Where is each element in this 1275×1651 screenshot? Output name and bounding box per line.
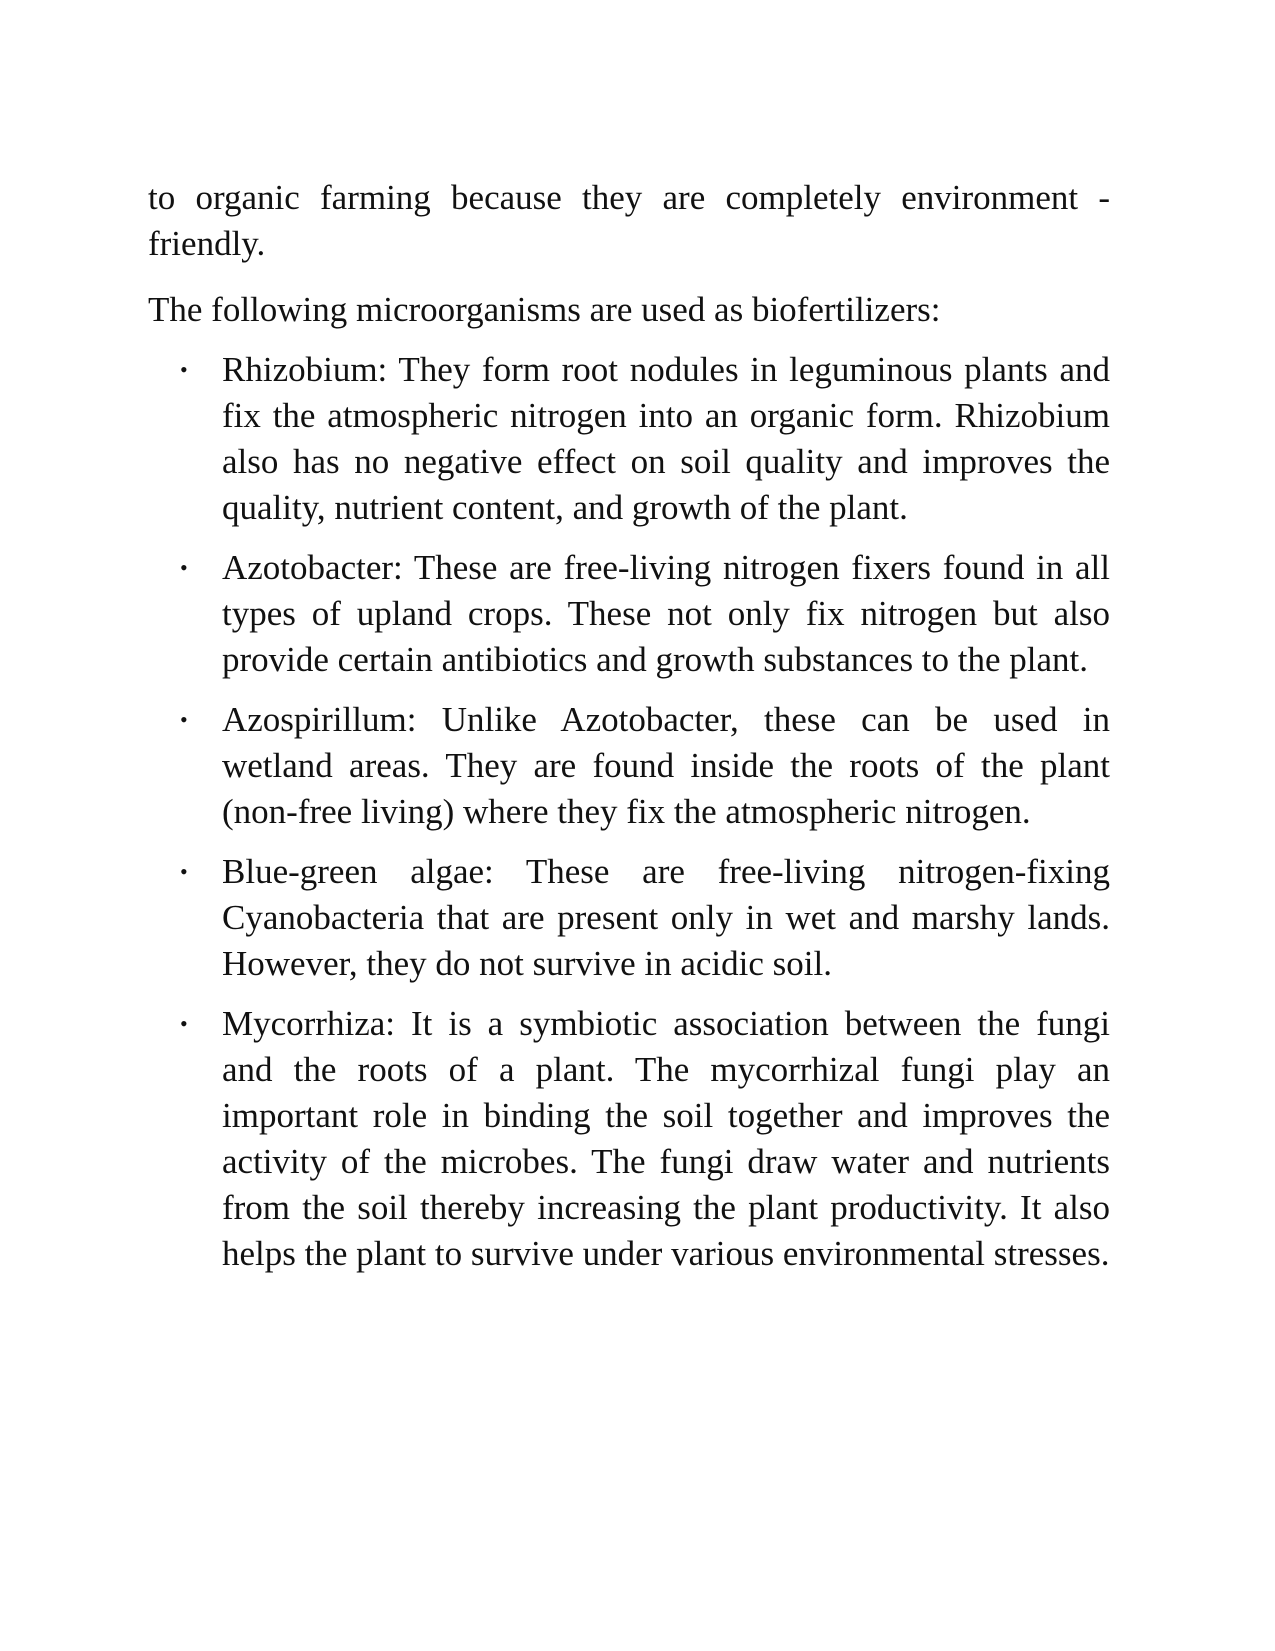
intro-paragraph: to organic farming because they are completely environment - friendly. [148,178,1110,263]
list-item-rhizobium [148,347,1110,531]
document-page [148,175,1110,1291]
list-item-text: Blue-green algae: These are free-living nitrogen-fixing Cyanobacteria that are present only in wet and marshy lands. However, they do not survive in acidic soil. [222,852,1110,983]
list-item-mycorrhiza [148,1001,1110,1277]
list-item-text: Mycorrhiza: It is a symbiotic association between the fungi and the roots of a plant. The mycorrhizal fungi play an important role in binding the soil together and improves the activity of the microbes. The fungi draw water and nutrients from the soil thereby increasing the plant productivity. It also helps the plant to survive under various environmental stresses. [222,1004,1110,1273]
bullet-icon: • [180,1011,188,1036]
bullet-icon: • [180,707,188,732]
bullet-icon: • [180,859,188,884]
list-item-text: Azotobacter: These are free-living nitrogen fixers found in all types of upland crops. These not only fix nitrogen but also provide certain antibiotics and growth substances to the plant. [222,548,1110,679]
list-item-azospirillum [148,697,1110,835]
list-item-text: Azospirillum: Unlike Azotobacter, these can be used in wetland areas. They are found inside the roots of the plant (non-free living) where they fix the atmospheric nitrogen. [222,700,1110,831]
bullet-icon: • [180,555,188,580]
list-item-azotobacter [148,545,1110,683]
bullet-icon: • [180,357,188,382]
lead-paragraph: The following microorganisms are used as biofertilizers: [148,290,941,329]
list-item-text: Rhizobium: They form root nodules in leguminous plants and fix the atmospheric nitrogen into an organic form. Rhizobium also has no negative effect on soil quality and improves the quality, nutrient content, and growth of the plant. [222,350,1110,527]
biofertilizer-list [148,347,1110,1277]
list-item-blue-green-algae [148,849,1110,987]
